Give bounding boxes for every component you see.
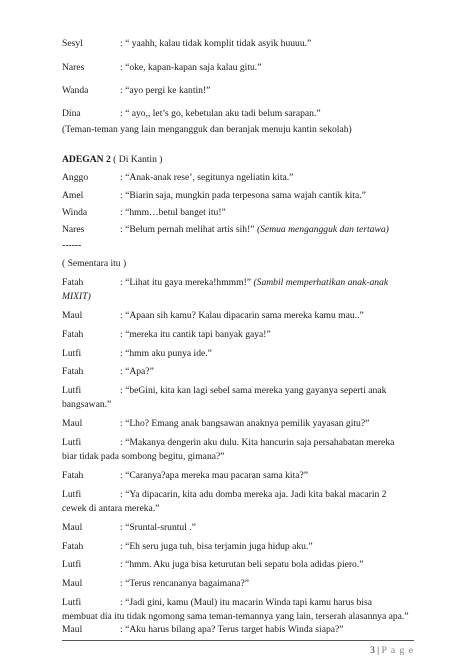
speaker-name: Maul — [62, 522, 83, 533]
speaker-name: Wanda — [62, 85, 89, 96]
dialogue-text: : “Jadi gini, kamu (Maul) itu macarin Winda tapi kamu harus bisa — [120, 597, 373, 608]
dialogue-text: : “Sruntal-sruntul .” — [120, 522, 196, 533]
dialogue-text: : “mereka itu cantik tapi banyak gaya!” — [120, 329, 271, 340]
dialogue-text: : “Terus rencananya bagaimana?” — [120, 578, 250, 589]
stage-direction: (Sambil memperhatikan anak-anak — [251, 277, 389, 288]
speaker-name: Nares — [62, 224, 85, 235]
dialogue-text: : “Anak-anak rese’, segitunya ngeliatin kita.” — [120, 172, 294, 183]
speaker-name: Lutfi — [62, 385, 82, 396]
dialogue-text: : “oke, kapan-kapan saja kalau gitu.” — [120, 62, 262, 73]
speaker-name: Lutfi — [62, 348, 82, 359]
page-label: P a g e — [381, 645, 414, 656]
footer-rule — [62, 640, 414, 641]
dialogue-text: : “ ayo,, let’s go, kebetulan aku tadi belum sarapan.” — [120, 108, 321, 119]
page-footer — [370, 645, 414, 656]
speaker-name: Nares — [62, 62, 85, 73]
dialogue-continued: bangsawan.” — [62, 399, 112, 410]
dialogue-text: : “Apa?” — [120, 366, 154, 377]
speaker-name: Maul — [62, 418, 83, 429]
speaker-name: Fatah — [62, 366, 84, 377]
dialogue-text: : “Aku harus bilang apa? Terus target habis Winda siapa?” — [120, 624, 344, 635]
dialogue-text: : “Eh seru juga tuh, bisa terjamin juga hidup aku.” — [120, 541, 313, 552]
dialogue-text: : “Belum pernah melihat artis sih!” — [120, 224, 255, 235]
stage-direction: (Semua mengangguk dan tertawa) — [254, 224, 389, 235]
speaker-name: Fatah — [62, 329, 84, 340]
dialogue-text: : “ayo pergi ke kantin!” — [120, 85, 211, 96]
separator: ------ — [62, 240, 82, 251]
scene-heading — [62, 154, 162, 166]
dialogue-continued: membuat dia itu tidak ngomong sama teman-temannya yang lain, terserah alasannya apa.” — [62, 611, 409, 622]
dialogue-text: : “hmm aku punya ide.” — [120, 348, 212, 359]
speaker-name: Fatah — [62, 277, 84, 288]
speaker-name: Fatah — [62, 541, 84, 552]
speaker-name: Anggo — [62, 172, 89, 183]
speaker-name: Maul — [62, 624, 83, 635]
dialogue-text: : “Apaan sih kamu? Kalau dipacarin sama mereka kamu mau..” — [120, 310, 364, 321]
footer-separator: | — [374, 645, 382, 656]
dialogue-text: : “Caranya?apa mereka mau pacaran sama kita?” — [120, 470, 309, 481]
speaker-name: Sesyl — [62, 38, 83, 49]
dialogue-text: : “hmm…betul banget itu!” — [120, 207, 226, 218]
stage-direction: (Teman-teman yang lain mengangguk dan beranjak menuju kantin sekolah) — [62, 124, 352, 135]
speaker-name: Fatah — [62, 470, 84, 481]
dialogue-text: : “Lho? Emang anak bangsawan anaknya pemilik yayasan gitu?” — [120, 418, 370, 429]
scene-subtitle: ( Di Kantin ) — [110, 154, 163, 165]
page-number: 3 — [369, 645, 375, 656]
speaker-name: Winda — [62, 207, 88, 218]
speaker-name: Dina — [62, 108, 81, 119]
speaker-name: Lutfi — [62, 489, 82, 500]
dialogue-text: : “Ya dipacarin, kita adu domba mereka aja. Jadi kita bakal macarin 2 — [120, 489, 387, 500]
speaker-name: Lutfi — [62, 559, 82, 570]
dialogue-text: : “Lihat itu gaya mereka!hmmm!” — [120, 277, 252, 288]
dialogue-text: : “ yaahh, kalau tidak komplit tidak asyik huuuu.” — [120, 38, 312, 49]
dialogue-text: : “Makanya dengerin aku dulu. Kita hancurin saja persahabatan mereka — [120, 437, 395, 448]
speaker-name: Maul — [62, 578, 83, 589]
dialogue-text: : “Biarin saja, mungkin pada terpesona sama wajah cantik kita.” — [120, 190, 366, 201]
speaker-name: Lutfi — [62, 597, 82, 608]
speaker-name: Amel — [62, 190, 84, 201]
stage-direction-continued: MIXIT) — [62, 291, 91, 302]
speaker-name: Maul — [62, 310, 83, 321]
scene-title: ADEGAN 2 — [62, 154, 111, 165]
dialogue-continued: biar tidak pada sombong begitu, gimana?” — [62, 451, 225, 462]
dialogue-text: : “hmm. Aku juga bisa keturutan beli sepatu bola adidas piero.” — [120, 559, 364, 570]
dialogue-text: : “beGini, kita kan lagi sebel sama mereka yang gayanya seperti anak — [120, 385, 387, 396]
dialogue-continued: cewek di antara mereka.” — [62, 503, 160, 514]
speaker-name: Lutfi — [62, 437, 82, 448]
scene-note: ( Sementara itu ) — [62, 258, 127, 269]
